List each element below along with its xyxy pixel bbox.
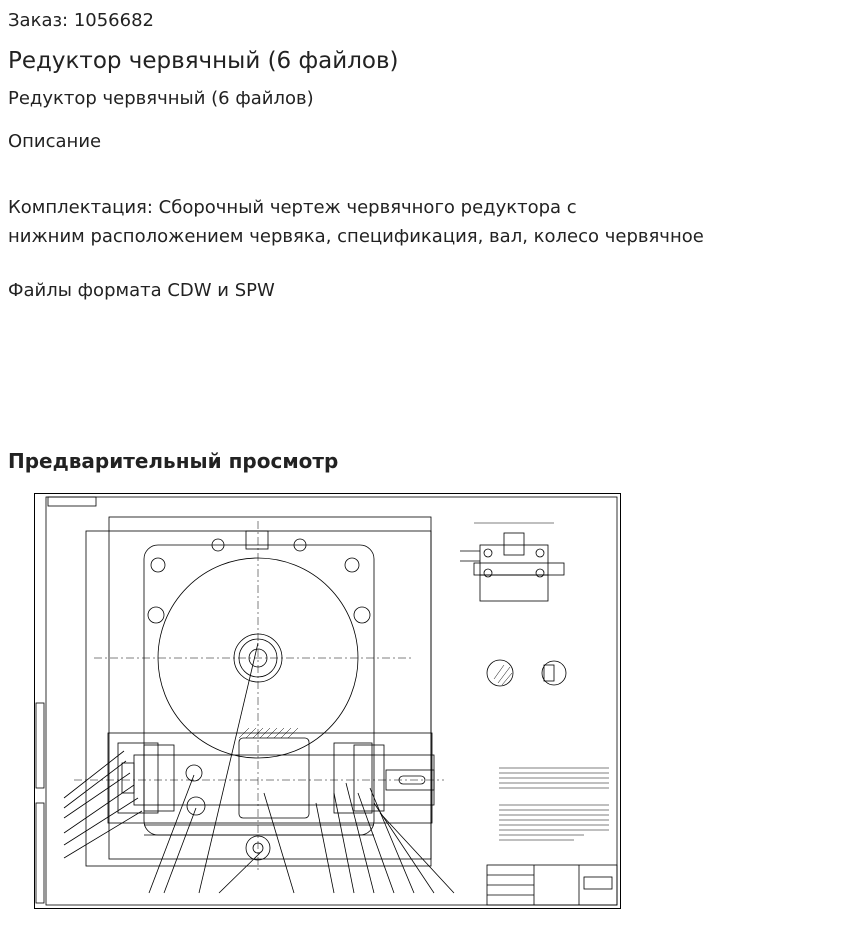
page-title: Редуктор червячный (6 файлов) [8, 48, 399, 74]
order-number: Заказ: 1056682 [8, 10, 154, 31]
preview-heading: Предварительный просмотр [8, 449, 339, 473]
description-line-1: Комплектация: Сборочный чертеж червячного редуктора с [8, 197, 577, 218]
description-heading: Описание [8, 131, 102, 152]
description-line-2: нижним расположением червяка, спецификация, вал, колесо червячное [8, 226, 704, 247]
preview-image[interactable] [34, 493, 621, 909]
description-text [8, 193, 808, 251]
page-subtitle: Редуктор червячный (6 файлов) [8, 88, 314, 109]
file-formats: Файлы формата CDW и SPW [8, 280, 275, 301]
assembly-drawing [34, 493, 621, 909]
